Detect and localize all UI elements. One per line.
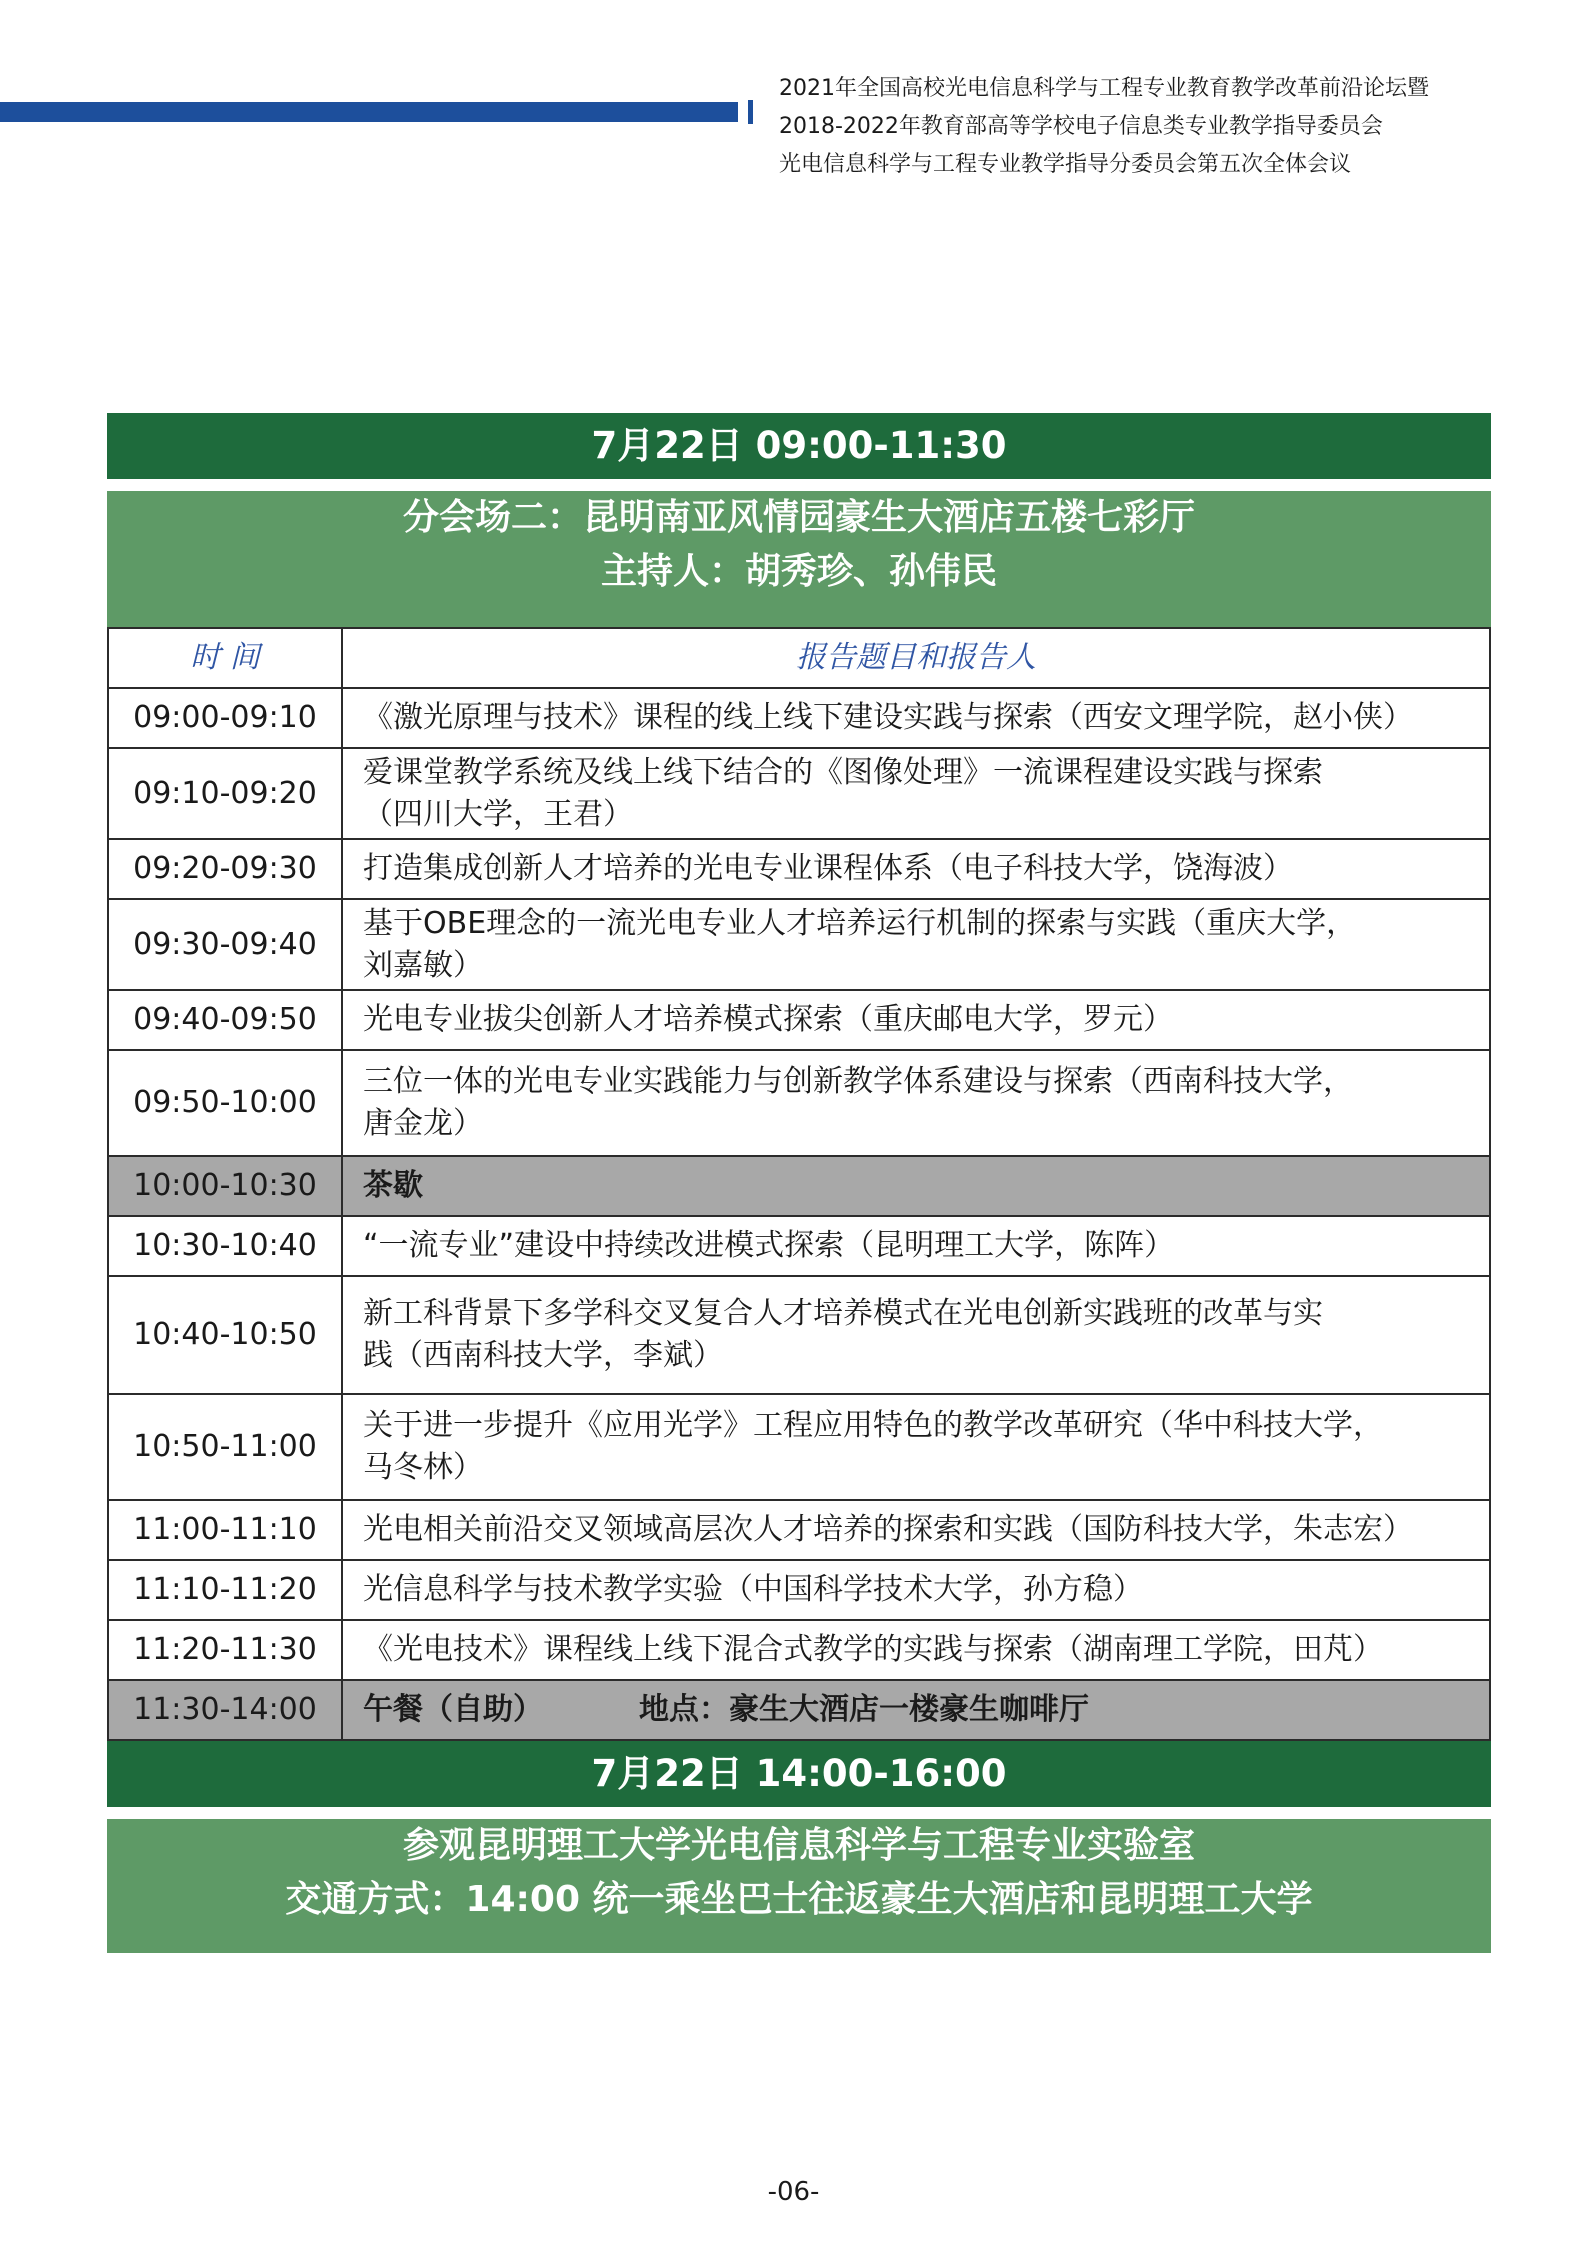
row-topic [342,839,1490,899]
table-row-break [108,1680,1490,1740]
row-topic [342,748,1490,839]
schedule-table [107,627,1491,1741]
conference-header [779,70,1569,184]
table-header-row [108,628,1490,688]
table-row [108,1560,1490,1620]
table-row [108,990,1490,1050]
row-topic [342,1680,1490,1740]
row-topic [342,1156,1490,1216]
session-venue: 分会场二：昆明南亚风情园豪生大酒店五楼七彩厅 [402,497,1195,538]
visit-transport: 交通方式：14:00 统一乘坐巴士往返豪生大酒店和昆明理工大学 [285,1879,1313,1920]
topic-line: 新工科背景下多学科交叉复合人才培养模式在光电创新实践班的改革与实 [363,1296,1323,1331]
column-header-time: 时 间 [108,628,342,688]
visit-activity: 参观昆明理工大学光电信息科学与工程专业实验室 [402,1825,1195,1866]
topic-line: “一流专业”建设中持续改进模式探索（昆明理工大学，陈阵） [363,1228,1175,1263]
row-topic [342,1500,1490,1560]
row-time: 09:10-09:20 [108,748,342,839]
topic-line: 打造集成创新人才培养的光电专业课程体系（电子科技大学，饶海波） [363,851,1293,886]
row-time: 10:50-11:00 [108,1394,342,1500]
topic-line: 《激光原理与技术》课程的线上线下建设实践与探索（西安文理学院，赵小侠） [363,700,1413,735]
morning-date-time: 7月22日 09:00-11:30 [107,413,1491,479]
row-topic [342,1620,1490,1680]
table-row [108,1500,1490,1560]
row-time: 11:00-11:10 [108,1500,342,1560]
topic-line: 茶歇 [363,1168,423,1203]
row-topic [342,1276,1490,1394]
header-line: 光电信息科学与工程专业教学指导分委员会第五次全体会议 [779,152,1352,177]
header-accent-tick [748,100,753,124]
row-topic [342,1394,1490,1500]
morning-session-info [107,491,1491,627]
row-time: 11:30-14:00 [108,1680,342,1740]
topic-line: 三位一体的光电专业实践能力与创新教学体系建设与探索（西南科技大学， [363,1064,1353,1099]
row-time: 09:20-09:30 [108,839,342,899]
topic-line: 马冬林） [363,1450,483,1485]
row-time: 10:00-10:30 [108,1156,342,1216]
schedule [107,413,1491,1953]
topic-line: 刘嘉敏） [363,947,483,983]
table-row [108,1276,1490,1394]
topic-line: 践（西南科技大学，李斌） [363,1338,723,1373]
topic-line: 基于OBE理念的一流光电专业人才培养运行机制的探索与实践（重庆大学， [363,905,1357,941]
row-topic [342,899,1490,990]
topic-line: （四川大学，王君） [363,796,633,832]
row-time: 09:40-09:50 [108,990,342,1050]
table-row [108,839,1490,899]
topic-line: 关于进一步提升《应用光学》工程应用特色的教学改革研究（华中科技大学， [363,1408,1383,1443]
table-row [108,688,1490,748]
table-row [108,1394,1490,1500]
header-accent-bar [0,102,738,122]
row-topic [342,1050,1490,1156]
lunch-label: 午餐（自助） [363,1692,543,1727]
row-time: 10:40-10:50 [108,1276,342,1394]
table-row [108,899,1490,990]
table-row [108,1216,1490,1276]
column-header-topic: 报告题目和报告人 [342,628,1490,688]
topic-line: 光电相关前沿交叉领域高层次人才培养的探索和实践（国防科技大学，朱志宏） [363,1512,1413,1547]
row-time: 11:20-11:30 [108,1620,342,1680]
topic-line: 《光电技术》课程线上线下混合式教学的实践与探索（湖南理工学院，田芃） [363,1632,1383,1667]
row-time: 09:00-09:10 [108,688,342,748]
row-time: 11:10-11:20 [108,1560,342,1620]
table-row-break [108,1156,1490,1216]
table-row [108,1620,1490,1680]
row-time: 09:50-10:00 [108,1050,342,1156]
row-topic [342,688,1490,748]
afternoon-date-time: 7月22日 14:00-16:00 [107,1741,1491,1807]
session-hosts: 主持人：胡秀珍、孙伟民 [600,551,997,592]
row-topic [342,1560,1490,1620]
table-row [108,748,1490,839]
topic-line: 光电专业拔尖创新人才培养模式探索（重庆邮电大学，罗元） [363,1002,1173,1037]
header-line: 2018-2022年教育部高等学校电子信息类专业教学指导委员会 [779,114,1383,139]
topic-line: 光信息科学与技术教学实验（中国科学技术大学，孙方稳） [363,1572,1143,1607]
row-topic [342,990,1490,1050]
lunch-location: 地点：豪生大酒店一楼豪生咖啡厅 [639,1692,1089,1727]
page-number: -06- [767,2177,820,2207]
row-time: 09:30-09:40 [108,899,342,990]
afternoon-session-info [107,1819,1491,1953]
table-row [108,1050,1490,1156]
topic-line: 爱课堂教学系统及线上线下结合的《图像处理》一流课程建设实践与探索 [363,754,1323,790]
header-line: 2021年全国高校光电信息科学与工程专业教育教学改革前沿论坛暨 [779,76,1429,101]
topic-line: 唐金龙） [363,1106,483,1141]
row-time: 10:30-10:40 [108,1216,342,1276]
row-topic [342,1216,1490,1276]
